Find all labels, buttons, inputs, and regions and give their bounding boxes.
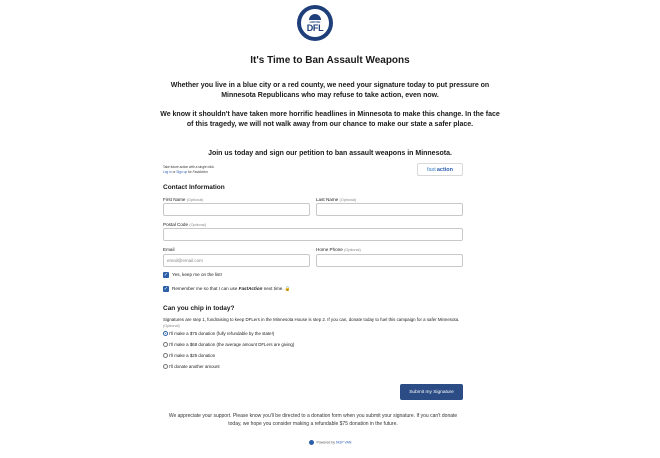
intro-paragraph-3: Join us today and sign our petition to ban assault weapons in Minnesota. — [208, 150, 452, 157]
fastaction-badge-brand: action — [436, 166, 454, 173]
home-phone-label-text: Home Phone — [316, 247, 343, 252]
submit-signature-button[interactable]: Submit my Signature — [400, 384, 463, 400]
for-text: for — [188, 170, 192, 174]
first-name-field[interactable] — [163, 203, 310, 216]
donation-radio-75[interactable] — [163, 331, 168, 336]
signup-link[interactable]: Sign up — [176, 170, 188, 174]
logo-small-text: HOUSE — [309, 19, 321, 24]
optional-tag: (Optional) — [339, 198, 357, 202]
powered-by — [0, 440, 660, 445]
keep-me-checkbox[interactable] — [163, 272, 169, 278]
ngp-van-link[interactable]: NGP VAN — [336, 440, 352, 445]
chip-in-text: Signatures are step 1, fundraising to keep DFLers in the Minnesota House is step 2. If you can, donate today to fuel this campaign for a safer Minnesota. — [163, 317, 460, 322]
donation-option-label: I'll make a $75 donation (fully refundable by the state!) — [169, 331, 275, 336]
logo-big-text: DFL — [306, 22, 324, 33]
chip-in-description — [163, 317, 468, 329]
fastaction-note-line2 — [163, 170, 215, 175]
fastaction-badge-prefix: fast — [426, 166, 436, 173]
remember-me-checkbox[interactable] — [163, 286, 169, 292]
contact-heading: Contact Information — [163, 184, 225, 191]
postal-code-label — [163, 222, 206, 227]
page-title: It's Time to Ban Assault Weapons — [250, 55, 410, 66]
last-name-label — [316, 197, 356, 202]
email-label: Email — [163, 247, 175, 252]
remember-me-label — [172, 286, 291, 292]
checkmark-icon: ✓ — [163, 286, 169, 292]
first-name-label — [163, 197, 203, 202]
optional-tag: (Optional) — [163, 323, 180, 328]
optional-tag: (Optional) — [344, 248, 361, 252]
logo-seal — [300, 8, 330, 38]
donation-radio-other[interactable] — [163, 364, 168, 369]
optional-tag: (Optional) — [186, 198, 204, 202]
donation-option-label: I'll donate another amount — [169, 364, 220, 369]
house-dfl-logo — [297, 5, 333, 41]
intro-paragraph-2: We know it shouldn't have taken more horrific headlines in Minnesota to make this change. In the face of this tragedy, we will not walk away from our chance to make our state a safer place. — [160, 111, 500, 128]
or-text: or — [172, 170, 176, 174]
keep-me-label: Yes, keep me on the list! — [172, 272, 222, 277]
donation-radio-68[interactable] — [163, 342, 168, 347]
powered-prefix: Powered by — [316, 440, 336, 445]
email-field[interactable]: email@email.com — [163, 254, 310, 267]
first-name-label-text: First Name — [163, 197, 186, 202]
chip-in-heading: Can you chip in today? — [163, 305, 235, 312]
ngp-van-icon — [309, 440, 314, 445]
intro-paragraph-1: Whether you live in a blue city or a red county, we need your signature today to put pressure on Minnesota Republicans who may refuse to take action, even now. — [170, 82, 490, 99]
donation-radio-25[interactable] — [163, 353, 168, 358]
remember-brand: FastAction — [238, 286, 263, 291]
fastaction-login-badge[interactable] — [417, 163, 463, 176]
postal-code-label-text: Postal Code — [163, 222, 189, 227]
capitol-dome-icon — [309, 14, 321, 20]
donation-option-label: I'll make a $68 donation (the average amount DFLers are giving) — [169, 342, 295, 347]
home-phone-label — [316, 247, 361, 252]
home-phone-field[interactable] — [316, 254, 463, 267]
postal-code-field[interactable] — [163, 228, 463, 241]
checkmark-icon: ✓ — [163, 272, 169, 278]
fastaction-brand-text: FastAction — [192, 170, 208, 174]
footer-note: We appreciate your support. Please know you'll be directed to a donation form when you submit your signature. If you can't donate today, we hope you consider making a refundable $75 donation in the future. — [168, 413, 458, 427]
remember-suffix: next time. — [263, 286, 284, 291]
lock-icon: 🔒 — [284, 286, 291, 291]
remember-prefix: Remember me so that I can use — [172, 286, 238, 291]
fastaction-note — [163, 165, 215, 175]
last-name-label-text: Last Name — [316, 197, 339, 202]
last-name-field[interactable] — [316, 203, 463, 216]
fastaction-note-line1: Take future action with a single click. — [163, 165, 215, 169]
login-link[interactable]: Log in — [163, 170, 172, 174]
donation-option-label: I'll make a $25 donation — [169, 353, 216, 358]
optional-tag: (Optional) — [189, 223, 206, 227]
